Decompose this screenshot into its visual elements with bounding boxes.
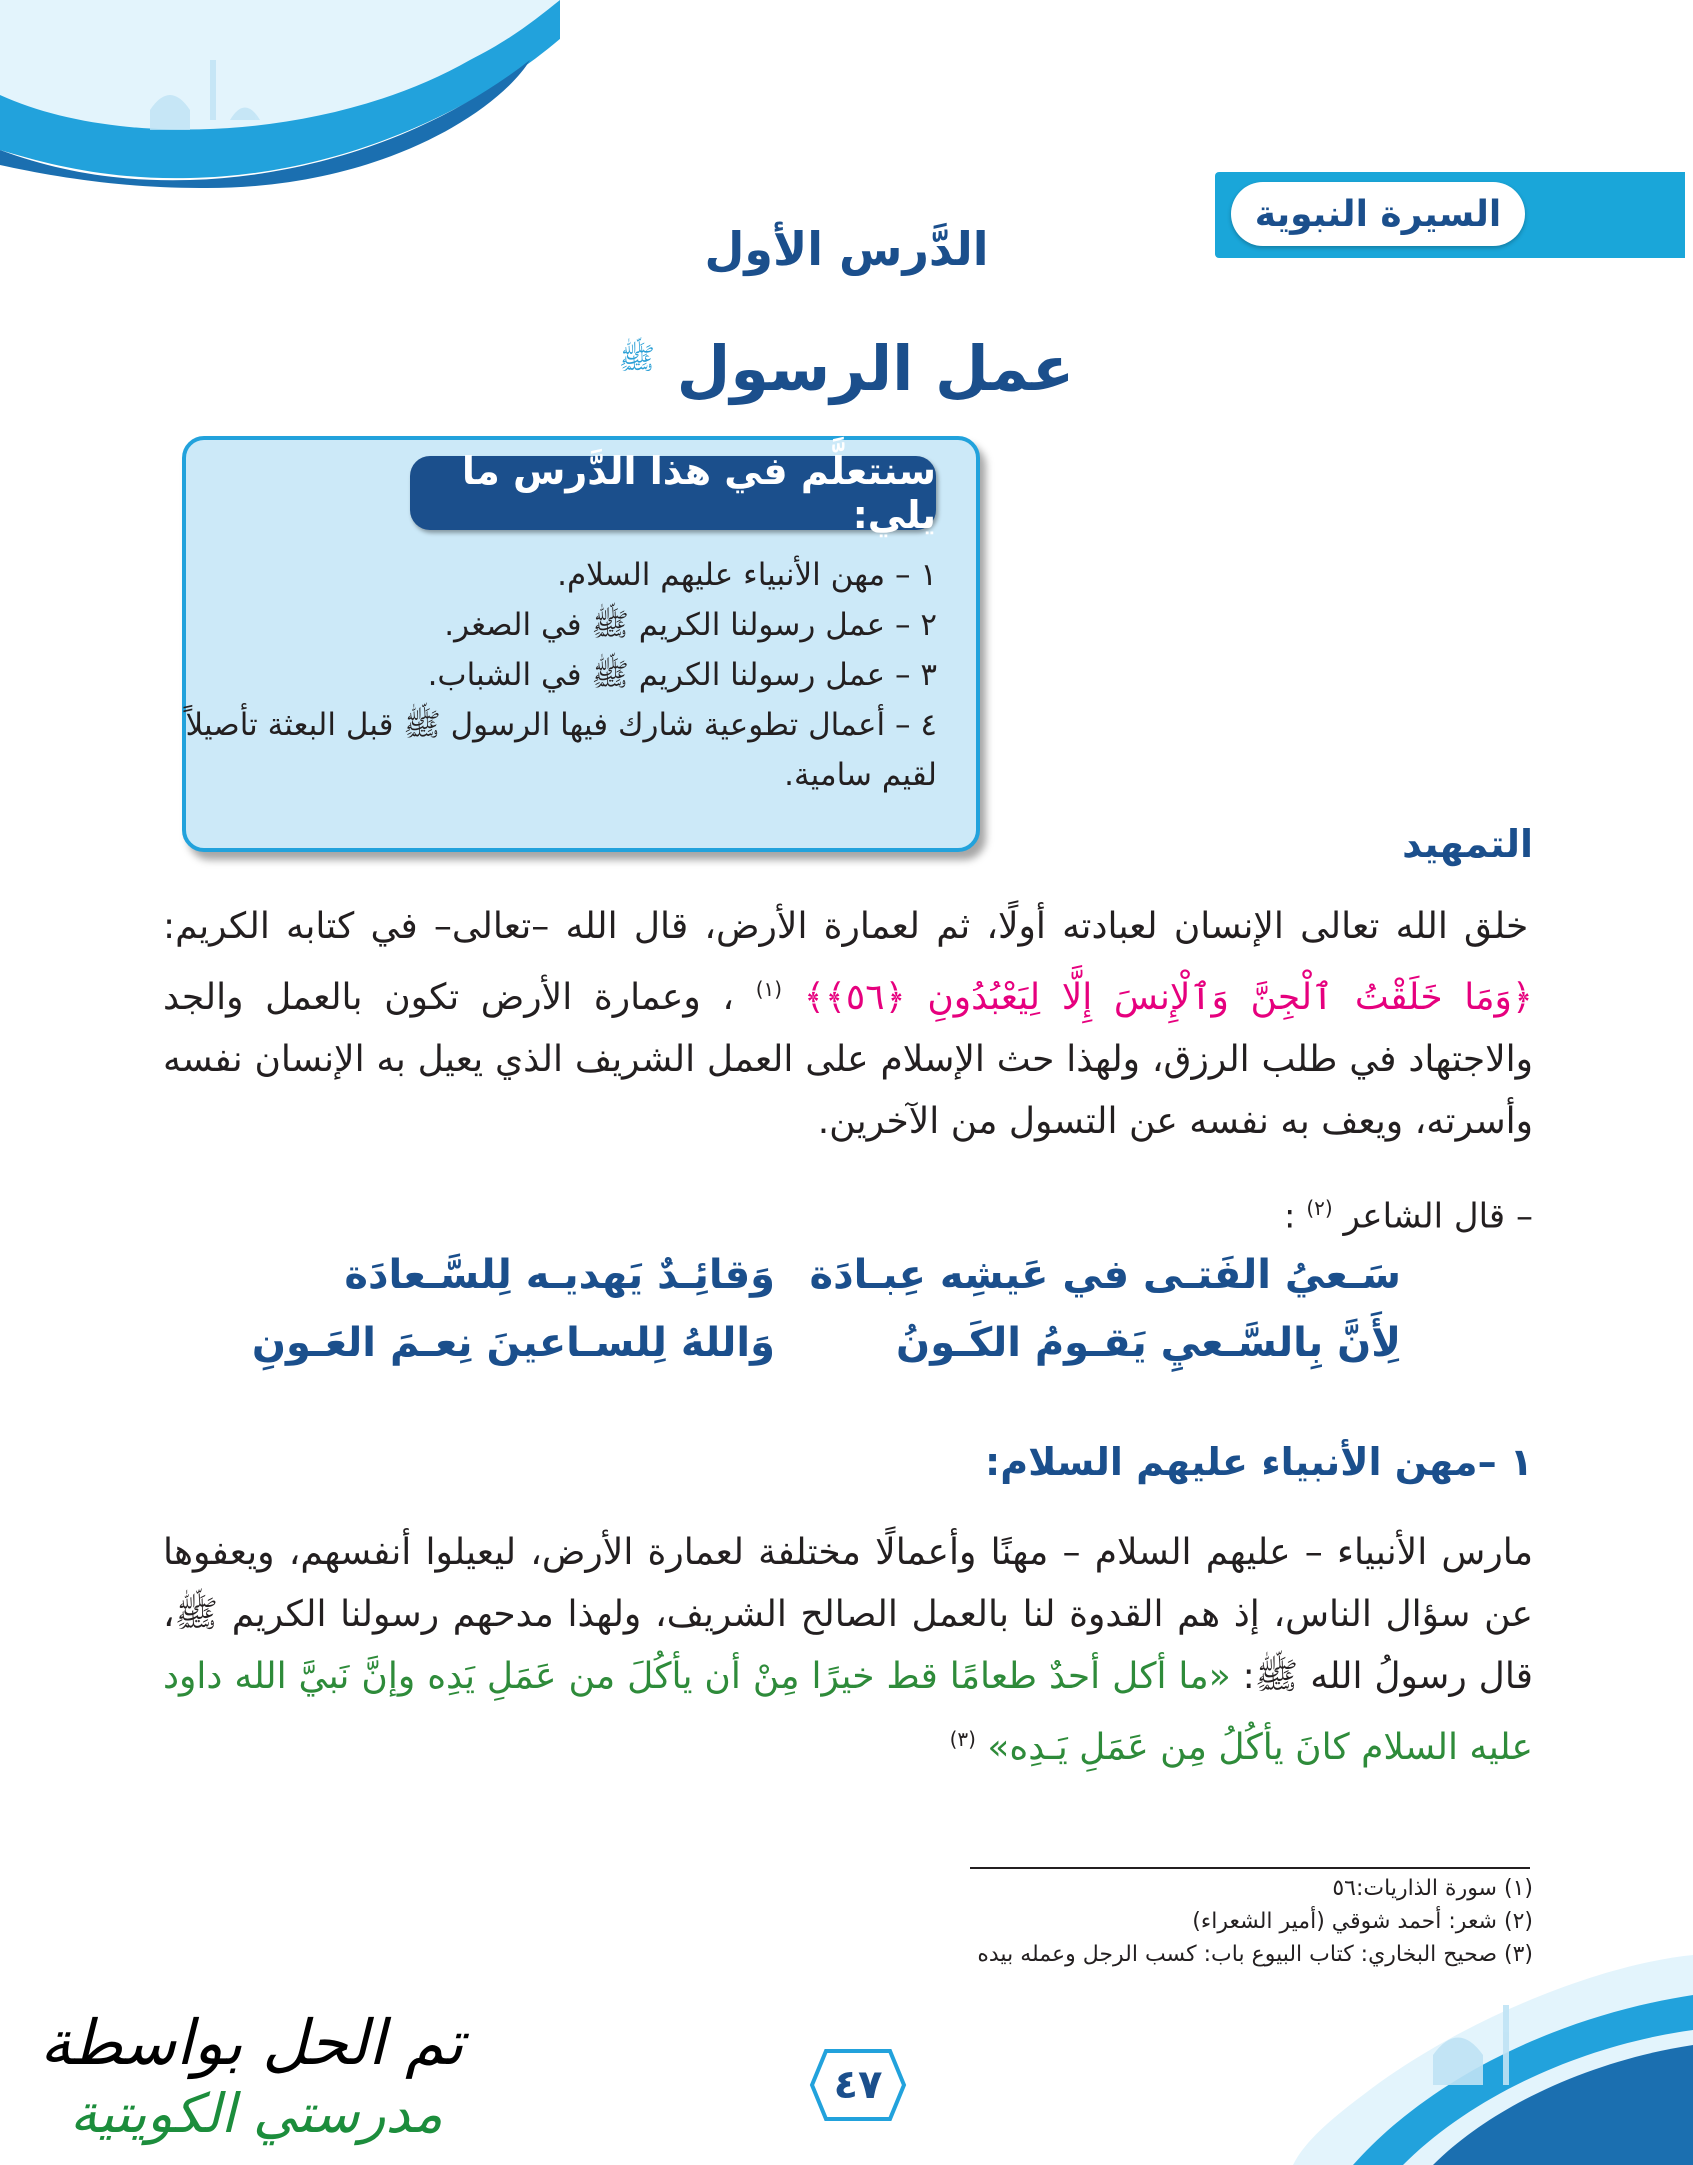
footnote-ref: (٣) xyxy=(949,1727,976,1751)
page-number-text: ٤٧ xyxy=(833,2062,883,2108)
watermark-line-1: تم الحل بواسطة xyxy=(40,2006,464,2079)
professions-text: مارس الأنبياء – عليهم السلام – مهنًا وأعمالًا مختلفة لعمارة الأرض، ليعيلوا أنفسهم، ويعفوها عن سؤال الناس، إذ هم القدوة لنا بالعمل الصالح الشريف، ولهذا مدحهم رسولنا الكريم ﷺ، قال رسولُ الله ﷺ: xyxy=(163,1532,1533,1697)
objectives-header: سنتعلَّم في هذا الدَّرس ما يلي: xyxy=(410,456,936,530)
footnote-item: (١) سورة الذاريات:٥٦ xyxy=(1332,1876,1533,1901)
intro-heading: التمهيد xyxy=(1402,822,1533,866)
lesson-title xyxy=(0,332,1693,405)
lesson-title-text: عمل الرسول xyxy=(676,332,1075,405)
honorific-glyph: ﷺ xyxy=(618,341,656,377)
footnote-ref: (١) xyxy=(755,977,783,1001)
footnote-item: (٣) صحيح البخاري: كتاب البيوع باب: كسب الرجل وعمله بيده xyxy=(977,1942,1533,1967)
professions-heading: ١ –مهن الأنبياء عليهم السلام: xyxy=(985,1440,1533,1484)
poem-intro-text: – قال الشاعر xyxy=(1343,1196,1533,1237)
lesson-number: الدَّرس الأول xyxy=(704,222,989,276)
quran-verse: ﴿وَمَا خَلَقْتُ ٱلْجِنَّ وَٱلْإِنسَ إِلَّا لِيَعْبُدُونِ ﴿٥٦﴾﴾ xyxy=(803,977,1533,1018)
top-corner-decoration xyxy=(0,0,560,190)
poem-intro-colon: : xyxy=(1284,1196,1296,1237)
objectives-list xyxy=(185,550,937,800)
objective-item: ٢ – عمل رسولنا الكريم ﷺ في الصغر. xyxy=(444,607,937,643)
footnote-divider xyxy=(970,1867,1530,1869)
intro-text-1: خلق الله تعالى الإنسان لعبادته أولًا، ثم لعمارة الأرض، قال الله –تعالى– في كتابه الكريم: xyxy=(163,906,1529,947)
professions-paragraph xyxy=(163,1522,1533,1779)
objective-item: ٤ – أعمال تطوعية شارك فيها الرسول ﷺ قبل البعثة تأصيلاً xyxy=(185,707,937,743)
intro-paragraph xyxy=(163,896,1533,1153)
poem-intro xyxy=(1284,1196,1533,1236)
poem-verse: وَقائِـدٌ يَهديـه لِلسَّـعادَة xyxy=(344,1252,775,1298)
watermark-line-2: مدرستي الكويتية xyxy=(70,2082,443,2145)
intro-text-2: ، وعمارة الأرض تكون بالعمل والجد والاجتهاد في طلب الرزق، ولهذا حث الإسلام على العمل الشريف الذي يعيل به الإنسان نفسه وأسرته، ويعف به نفسه عن التسول من الآخرين. xyxy=(163,977,1533,1142)
section-tab-label: السيرة النبوية xyxy=(1231,182,1525,246)
footnote-item: (٢) شعر: أحمد شوقي (أمير الشعراء) xyxy=(1192,1909,1533,1934)
page-number xyxy=(808,2045,908,2125)
poem-verse: لِأَنَّ بِالسَّـعيِ يَقـومُ الكَـونُ xyxy=(896,1320,1401,1366)
objective-item: لقيم سامية. xyxy=(784,757,937,793)
objective-item: ١ – مهن الأنبياء عليهم السلام. xyxy=(557,557,937,593)
poem-verse: وَاللهُ لِلسـاعينَ نِعـمَ العَـونِ xyxy=(251,1320,775,1366)
objective-item: ٣ – عمل رسولنا الكريم ﷺ في الشباب. xyxy=(427,657,937,693)
poem-verse: سَـعيُ الفَتـى في عَيشِه عِبـادَة xyxy=(809,1252,1401,1298)
footnotes xyxy=(977,1872,1533,1971)
hadith-quote: «ما أكل أحدٌ طعامًا قط خيرًا مِنْ أن يأكُلَ من عَمَلِ يَدِه وإنَّ نَبيَّ الله داود عليه السلام كانَ يأكُلُ مِن عَمَلِ يَـدِه» xyxy=(163,1656,1533,1768)
footnote-ref: (٢) xyxy=(1306,1196,1333,1220)
